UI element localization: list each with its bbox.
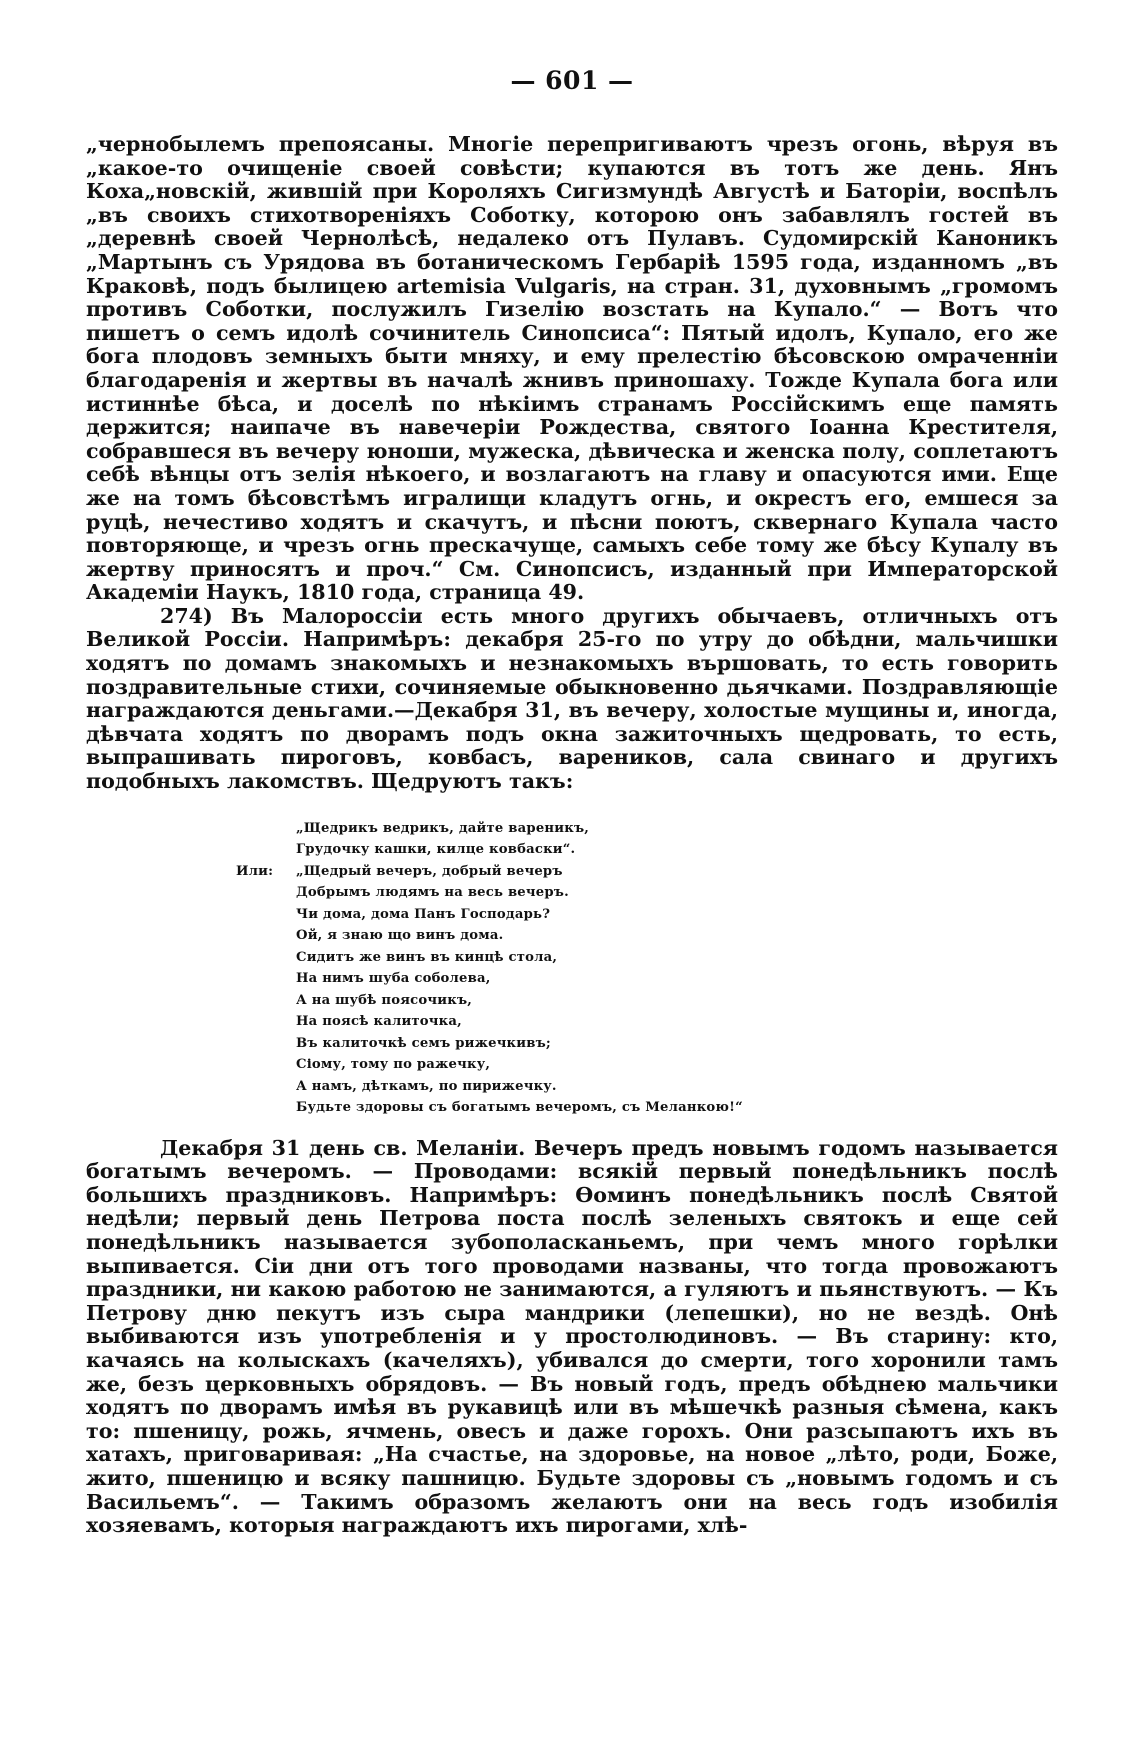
- verse-text: А на шубѣ поясочикъ,: [296, 992, 473, 1008]
- paragraph-3: Декабря 31 день св. Меланіи. Вечеръ предъ новымъ годомъ называется богатымъ вечеромъ. — Проводами: всякій первый понедѣльникъ послѣ большихъ праздниковъ. Напримѣръ: Ѳоминъ понедѣльникъ послѣ Святой недѣли; первый день Петрова поста послѣ зеленыхъ святокъ и еще сей понедѣльникъ называется зубополасканьемъ, при чемъ много горѣлки выпивается. Сіи дни отъ того проводами названы, что тогда провожаютъ праздники, ни какою работою не занимаются, а гуляютъ и пьянствуютъ. — Къ Петрову дню пекутъ изъ сыра мандрики (лепешки), но не вездѣ. Онѣ выбиваются изъ употребленія и у простолюдиновъ. — Въ старину: кто, качаясь на колыскахъ (качеляхъ), убивался до смерти, того хоронили тамъ же, безъ церковныхъ обрядовъ. — Въ новый годъ, предъ обѣднею мальчики ходятъ по дворамъ имѣя въ рукавицѣ или въ мѣшечкѣ разныя сѣмена, какъ то: пшеницу, рожь, ячмень, овесъ и даже горохъ. Они разсыпаютъ ихъ въ хатахъ, приговаривая: „На счастье, на здоровье, на новое „лѣто, роди, Боже, жито, пшеницю и всяку пашницю. Будьте здоровы съ „новымъ годомъ и съ Васильемъ“. — Такимъ образомъ желаютъ они на весь годъ изобилія хозяевамъ, которыя награждаютъ ихъ пирогами, хлѣ-: [86, 1135, 1058, 1538]
- text-block-2: [86, 1137, 1058, 1538]
- verse-lead: [236, 1076, 296, 1098]
- verse-line: [236, 818, 1058, 840]
- verse-line: [236, 1054, 1058, 1076]
- verse-line: [236, 925, 1058, 947]
- verse-line: [236, 861, 1058, 883]
- verse-lead: [236, 947, 296, 969]
- verse-text: Будьте здоровы съ богатымъ вечеромъ, съ Меланкою!“: [296, 1100, 743, 1116]
- verse-block: [236, 818, 1058, 1119]
- verse-text: Сидитъ же винъ въ кинцѣ стола,: [296, 949, 558, 965]
- verse-lead: Или:: [236, 863, 274, 879]
- verse-lead: [236, 1033, 296, 1055]
- verse-text: „Щедрый вечеръ, добрый вечеръ: [296, 863, 563, 879]
- paragraph-2: 274) Въ Малороссіи есть много другихъ обычаевъ, отличныхъ отъ Великой Россіи. Напримѣръ: декабря 25-го по утру до обѣдни, мальчишки ходятъ по домамъ знакомыхъ и незнакомыхъ вършовать, то есть говорить поздравительные стихи, сочиняемые обыкновенно дьячками. Поздравляющіе награждаются деньгами.—Декабря 31, въ вечеру, холостые мущины и, иногда, дѣвчата ходятъ по дворамъ подъ окна зажиточныхъ щедровать, то есть, выпрашивать пироговъ, ковбасъ, вареников, сала свинаго и другихъ подобныхъ лакомствъ. Щедруютъ такъ:: [86, 603, 1058, 794]
- verse-lead: [236, 968, 296, 990]
- verse-lead: [236, 1097, 296, 1119]
- verse-text: Грудочку кашки, килце ковбаски“.: [296, 842, 576, 858]
- verse-line: [236, 904, 1058, 926]
- verse-lead: [236, 1011, 296, 1033]
- verse-lead: [236, 1054, 296, 1076]
- verse-lead: [236, 882, 296, 904]
- verse-lead: [236, 904, 296, 926]
- verse-text: Ой, я знаю що винъ дома.: [296, 928, 504, 944]
- verse-text: На поясѣ калиточка,: [296, 1014, 462, 1030]
- verse-text: А намъ, дѣткамъ, по пирижечку.: [296, 1078, 557, 1094]
- paragraph-1: „чернобылемъ препоясаны. Многіе перепригиваютъ чрезъ огонь, вѣруя въ „какое-то очищеніе своей совѣсти; купаются въ тотъ же день. Янъ Коха„новскій, жившій при Короляхъ Сигизмундѣ Августѣ и Баторіи, воспѣлъ „въ своихъ стихотвореніяхъ Соботку, которою онъ забавлялъ гостей въ „деревнѣ своей Чернолѣсѣ, недалеко отъ Пулавъ. Судомирскій Каноникъ „Мартынъ съ Урядова въ ботаническомъ Гербаріѣ 1595 года, изданномъ „въ Краковѣ, подъ былицею artemisia Vulgaris, на стран. 31, духовнымъ „громомъ противъ Соботки, послужилъ Гизелію возстать на Купало.“ — Вотъ что пишетъ о семъ идолѣ сочинитель Синопсиса“: Пятый идолъ, Купало, его же бога плодовъ земныхъ быти мняху, и ему прелестію бѣсовскою омраченніи благодаренія и жертвы въ началѣ жнивъ приношаху. Тожде Купала бога или истиннѣе бѣса, и доселѣ по нѣкіимъ странамъ Россійскимъ еще память держится; наипаче въ навечеріи Рождества, святого Іоанна Крестителя, собравшеся въ вечеру юноши, мужеска, дѣвическа и женска полу, соплетаютъ себѣ вѣнцы отъ зелія нѣкоего, и возлагаютъ на главу и опасуются ими. Еще же на томъ бѣсовстѣмъ игралищи кладутъ огнь, и окрестъ его, емшеся за руцѣ, нечестиво ходятъ и скачутъ, и пѣсни поютъ, сквернаго Купала часто повторяюще, и чрезъ огнь прескачуще, самыхъ себе тому же бѣсу Купалу въ жертву приносятъ и проч.“ См. Синопсисъ, изданный при Императорской Академіи Наукъ, 1810 года, страница 49.: [86, 132, 1058, 605]
- verse-text: На нимъ шуба соболева,: [296, 971, 491, 987]
- verse-line: [236, 947, 1058, 969]
- verse-text: Въ калиточкѣ семъ рижечкивъ;: [296, 1035, 552, 1051]
- verse-lead: [236, 990, 296, 1012]
- verse-line: [236, 990, 1058, 1012]
- verse-text: Добрымъ людямъ на весь вечеръ.: [296, 885, 569, 901]
- verse-line: [236, 968, 1058, 990]
- verse-line: [236, 1097, 1058, 1119]
- verse-line: [236, 882, 1058, 904]
- verse-text: „Щедрикъ ведрикъ, дайте вареникъ,: [296, 820, 590, 836]
- verse-line: [236, 1033, 1058, 1055]
- verse-line: [236, 839, 1058, 861]
- verse-line: [236, 1011, 1058, 1033]
- verse-lead: [236, 839, 296, 861]
- verse-text: Чи дома, дома Панъ Господарь?: [296, 906, 551, 922]
- verse-text: Сіому, тому по ражечку,: [296, 1057, 491, 1073]
- page-number: — 601 —: [510, 66, 634, 95]
- verse-line: [236, 1076, 1058, 1098]
- verse-lead: [236, 925, 296, 947]
- text-block-1: [86, 133, 1058, 794]
- verse-lead: [236, 818, 296, 840]
